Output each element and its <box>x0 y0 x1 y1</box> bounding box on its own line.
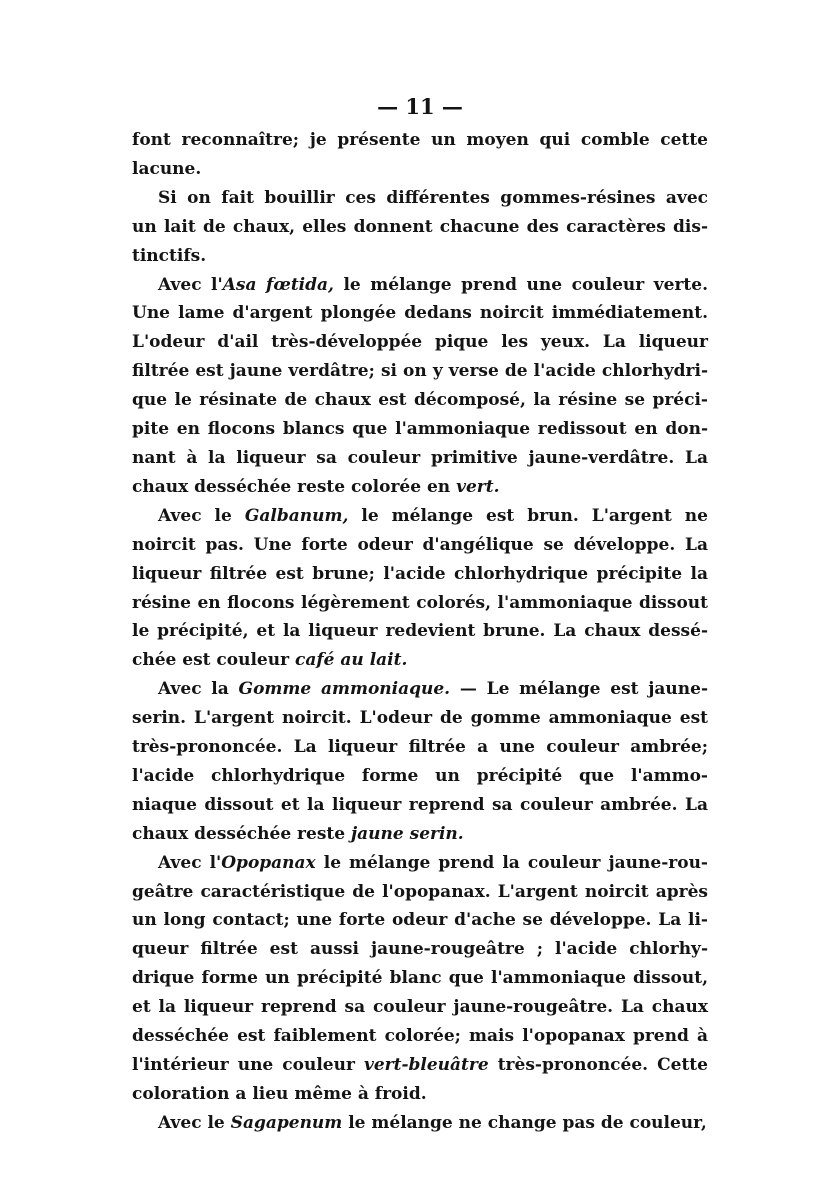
text-line: lacune. <box>132 158 202 179</box>
paragraph-galbanum <box>132 502 708 675</box>
paragraph-opopanax <box>132 849 708 1109</box>
italic-term: Sagapenum <box>230 1112 343 1133</box>
text-line: Si on fait bouillir ces différentes gommes-résines avec <box>158 187 708 208</box>
paragraph-sagapenum <box>132 1109 708 1138</box>
text-run: Avec le <box>158 505 245 526</box>
italic-term: vert-bleuâtre <box>363 1055 489 1075</box>
text-run: le mélange est brun. L'argent ne <box>348 505 708 526</box>
text-run: chée est couleur <box>132 650 295 671</box>
italic-term: Galbanum, <box>244 505 349 526</box>
text-run: très-prononcée. Cette <box>488 1055 708 1075</box>
text-line: filtrée est jaune verdâtre; si on y verse de l'acide chlorhydri- <box>132 361 708 382</box>
text-line: nant à la liqueur sa couleur primitive jaune-verdâtre. La <box>132 447 708 468</box>
book-page <box>132 88 708 1138</box>
text-line: le précipité, et la liqueur redevient brune. La chaux dessé- <box>132 621 708 642</box>
text-run: le mélange ne change pas de couleur, <box>342 1112 707 1133</box>
text-line <box>132 1109 708 1138</box>
italic-term: Opopanax <box>221 852 316 873</box>
text-line: noircit pas. Une forte odeur d'angélique se développe. La <box>132 534 708 555</box>
text-line <box>132 849 708 878</box>
text-run: l'intérieur une couleur <box>132 1055 364 1075</box>
paragraph-intro <box>132 126 708 184</box>
text-line <box>132 473 708 502</box>
body-text <box>132 126 708 1138</box>
text-line <box>132 1051 708 1080</box>
text-line <box>132 502 708 531</box>
italic-term: Gomme ammoniaque. <box>238 679 451 700</box>
text-line <box>132 675 708 704</box>
italic-term: vert. <box>456 476 500 497</box>
text-line: tinctifs. <box>132 245 207 266</box>
text-run: Avec le <box>158 1112 231 1133</box>
paragraph-boil <box>132 184 708 271</box>
text-run: le mélange prend une couleur verte. <box>333 274 708 295</box>
text-line: L'odeur d'ail très-développée pique les yeux. La liqueur <box>132 332 708 353</box>
text-line: liqueur filtrée est brune; l'acide chlorhydrique précipite la <box>132 563 708 584</box>
text-line: très-prononcée. La liqueur filtrée a une couleur ambrée; <box>132 737 708 758</box>
paragraph-asa <box>132 271 708 502</box>
paragraph-ammoniaque <box>132 675 708 848</box>
text-line: Une lame d'argent plongée dedans noircit immédiatement. <box>132 303 708 324</box>
text-run: — Le mélange est jaune- <box>450 679 709 700</box>
text-line: queur filtrée est aussi jaune-rougeâtre ; l'acide chlorhy- <box>132 939 708 960</box>
text-line <box>132 820 708 849</box>
text-line: geâtre caractéristique de l'opopanax. L'argent noircit après <box>132 881 708 902</box>
text-line: font reconnaître; je présente un moyen qui comble cette <box>132 130 708 150</box>
text-line: coloration a lieu même à froid. <box>132 1083 427 1104</box>
text-run: chaux desséchée reste colorée en <box>132 476 457 497</box>
italic-term: Asa fœtida, <box>222 274 334 295</box>
text-line: un long contact; une forte odeur d'ache se développe. La li- <box>132 910 708 931</box>
italic-term: café au lait. <box>294 650 408 671</box>
text-line: l'acide chlorhydrique forme un précipité que l'ammo- <box>132 765 708 786</box>
text-line: serin. L'argent noircit. L'odeur de gomme ammoniaque est <box>132 708 708 729</box>
text-line: pite en flocons blancs que l'ammoniaque redissout en don- <box>132 419 708 440</box>
text-run: Avec la <box>158 679 239 700</box>
text-line: que le résinate de chaux est décomposé, la résine se préci- <box>132 390 708 411</box>
text-line: drique forme un précipité blanc que l'ammoniaque dissout, <box>132 968 708 989</box>
text-run: le mélange prend la couleur jaune-rou- <box>315 852 708 873</box>
text-line <box>132 271 708 300</box>
text-line: niaque dissout et la liqueur reprend sa couleur ambrée. La <box>132 794 708 815</box>
text-line: desséchée est faiblement colorée; mais l'opopanax prend à <box>132 1026 708 1047</box>
text-run: Avec l' <box>158 852 222 873</box>
text-line: résine en flocons légèrement colorés, l'ammoniaque dissout <box>132 592 708 613</box>
text-line <box>132 646 708 675</box>
text-line: et la liqueur reprend sa couleur jaune-rougeâtre. La chaux <box>132 997 708 1018</box>
text-run: Avec l' <box>158 274 223 295</box>
text-line: un lait de chaux, elles donnent chacune des caractères dis- <box>132 216 708 237</box>
text-run: chaux desséchée reste <box>132 823 351 844</box>
italic-term: jaune serin. <box>351 823 464 844</box>
page-number-header: — 11 — <box>377 94 463 119</box>
